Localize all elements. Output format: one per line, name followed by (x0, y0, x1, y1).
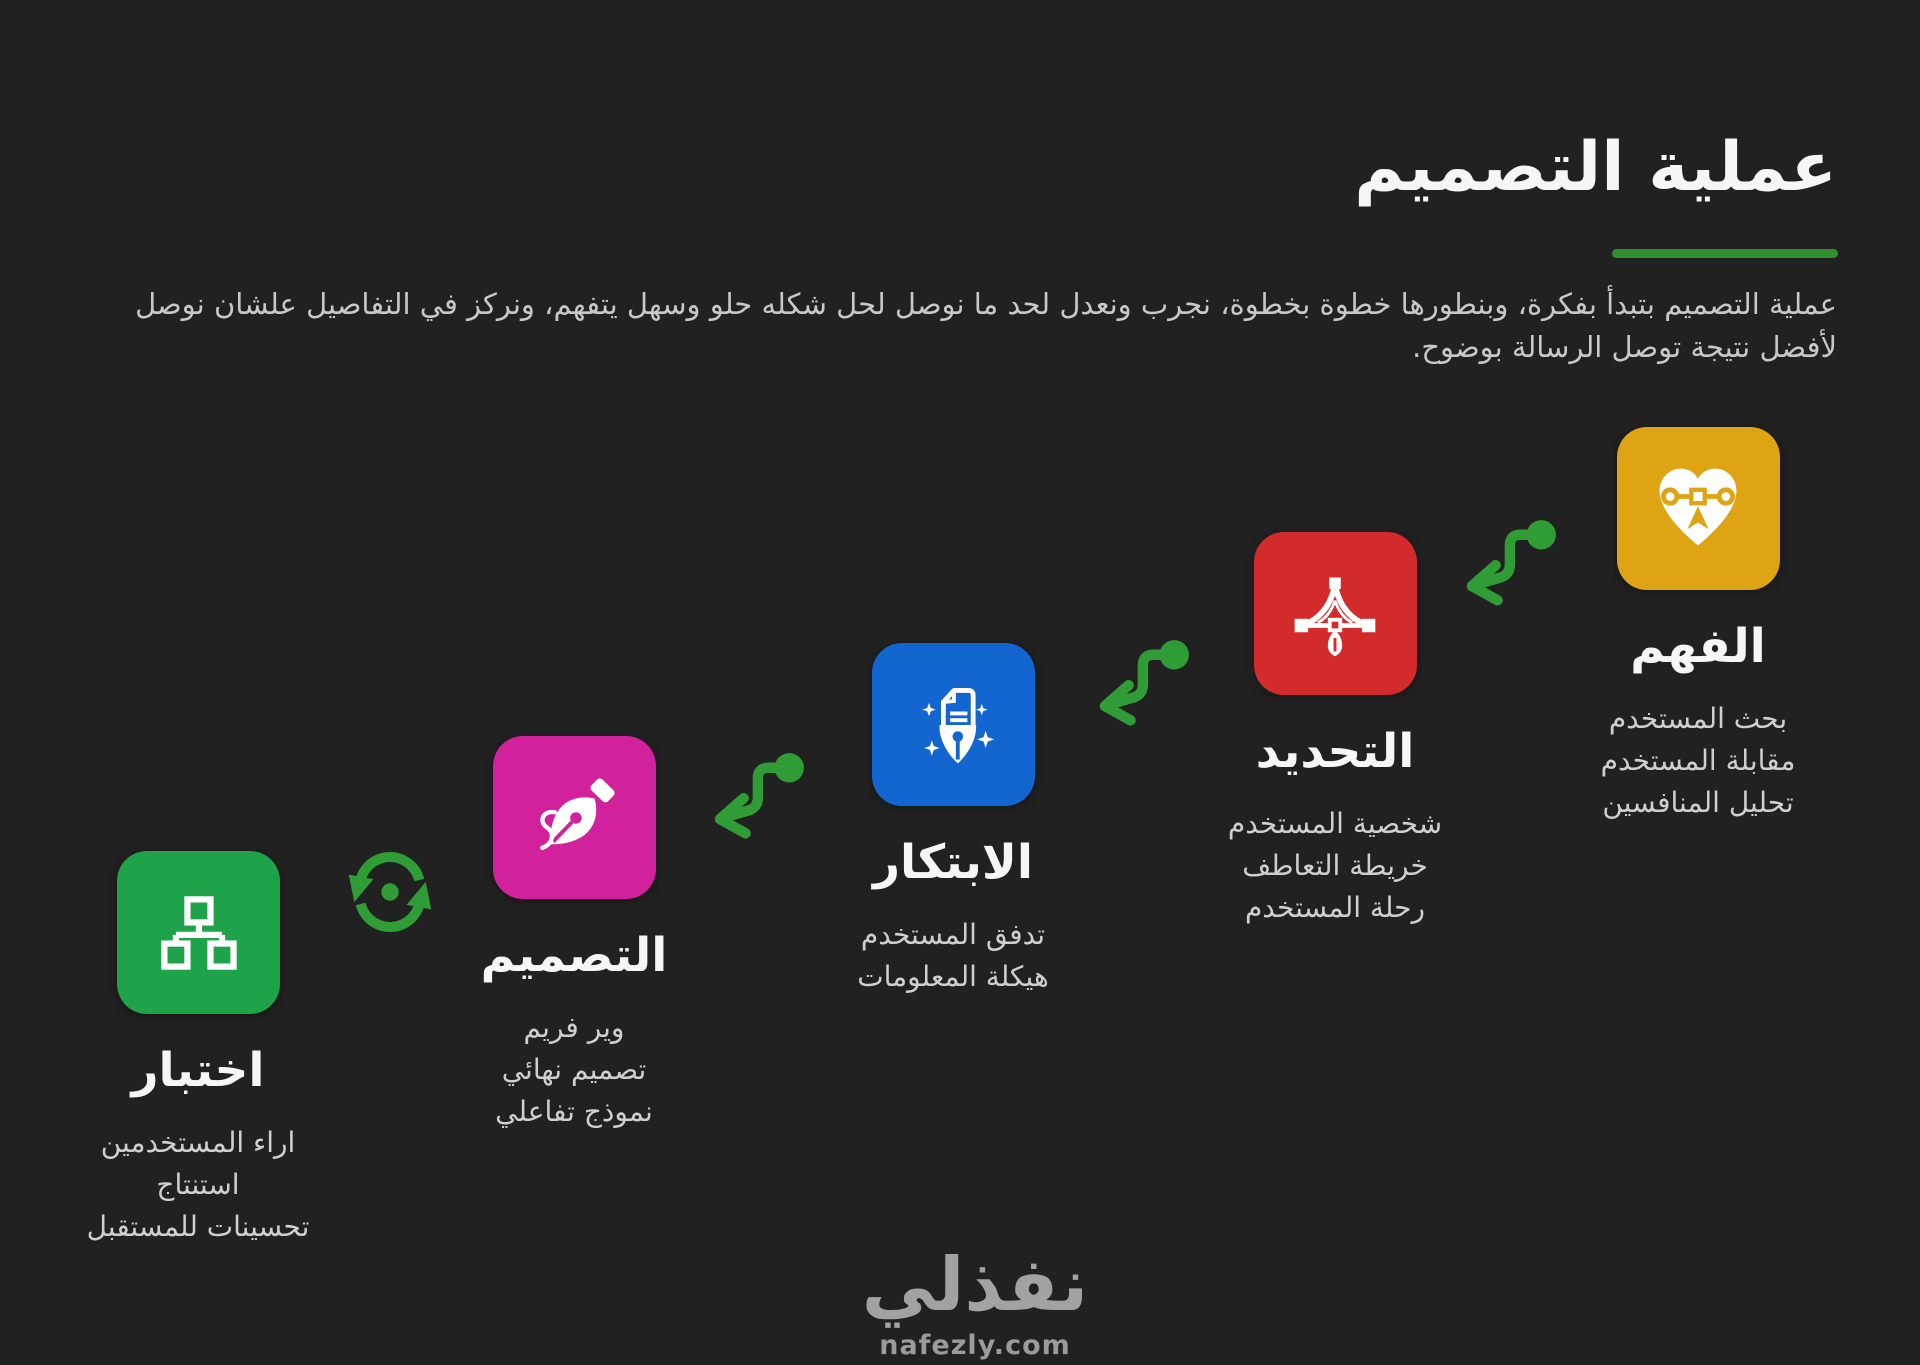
step-item: وير فريم (523, 1011, 625, 1044)
step-item: شخصية المستخدم (1227, 807, 1443, 840)
step-items (384, 1007, 764, 1133)
step-title: التصميم (480, 928, 668, 983)
footer-website: nafezly.com (879, 1330, 1071, 1361)
step-title: التحديد (1255, 724, 1415, 779)
magic-pen-document-icon (905, 677, 1001, 773)
step-understanding-box (1617, 427, 1780, 590)
heart-vector-icon (1650, 461, 1746, 557)
step-item: اراء المستخدمين (100, 1126, 296, 1159)
pen-tool-icon (1287, 566, 1383, 662)
step-item: بحث المستخدم (1608, 702, 1788, 735)
description-line: لأفضل نتيجة توصل الرسالة بوضوح. (1412, 330, 1837, 364)
step-items (1508, 698, 1888, 824)
step-item: استنتاج (156, 1168, 240, 1201)
sitemap-icon (150, 885, 246, 981)
fountain-pen-icon (526, 770, 622, 866)
page-title: عملية التصميم (1354, 128, 1837, 207)
step-item: رحلة المستخدم (1244, 891, 1426, 924)
description-line: عملية التصميم بتبدأ بفكرة، وبنطورها خطوة بخطوة، نجرب ونعدل لحد ما نوصل لحل شكله حلو وسهل يتفهم، ونركز في التفاصيل علشان نوصل (135, 287, 1837, 321)
step-title: الفهم (1630, 619, 1766, 674)
step-arrow-icon (1452, 512, 1564, 609)
step-testing-box (117, 851, 280, 1014)
step-item: تحسينات للمستقبل (86, 1210, 310, 1243)
footer (780, 1242, 1170, 1361)
step-item: نموذج تفاعلي (495, 1095, 653, 1128)
step-ideation-box (872, 643, 1035, 806)
title-underline (1612, 249, 1838, 258)
step-testing (8, 851, 388, 1248)
description (100, 283, 1837, 369)
step-understanding (1508, 427, 1888, 824)
refresh-arrow-icon (346, 848, 434, 936)
step-item: تدفق المستخدم (860, 918, 1046, 951)
step-definition-box (1254, 532, 1417, 695)
nafezly-logo: نفذلي (861, 1242, 1089, 1328)
step-items (8, 1122, 388, 1248)
step-item: هيكلة المعلومات (857, 960, 1049, 993)
step-items (763, 914, 1143, 998)
step-item: تحليل المنافسين (1602, 786, 1794, 819)
step-arrow-icon (700, 745, 812, 842)
step-title: اختبار (131, 1043, 265, 1098)
step-item: مقابلة المستخدم (1600, 744, 1796, 777)
step-items (1145, 803, 1525, 929)
step-design-box (493, 736, 656, 899)
step-item: خريطة التعاطف (1242, 849, 1428, 882)
step-item: تصميم نهائي (501, 1053, 647, 1086)
step-arrow-icon (1085, 632, 1197, 729)
step-title: الابتكار (873, 835, 1033, 890)
